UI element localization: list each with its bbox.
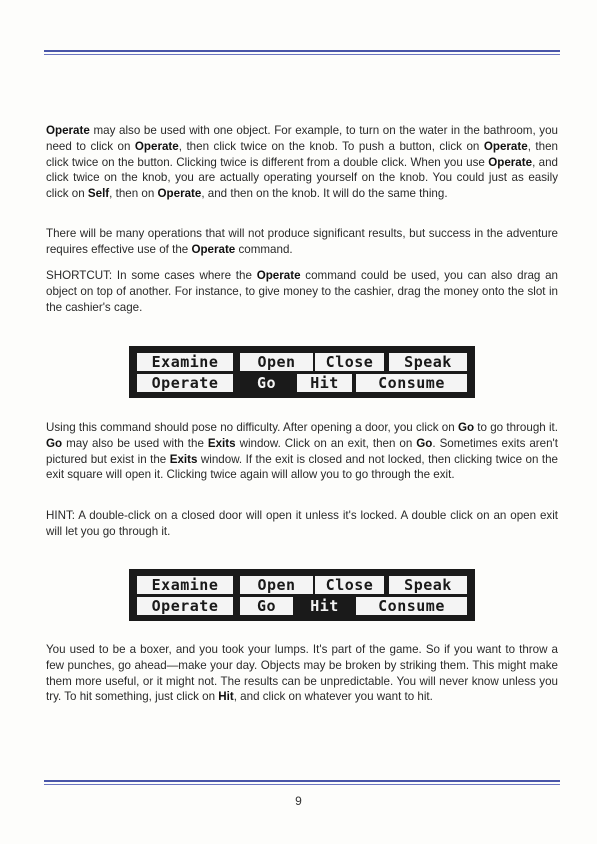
- close-button[interactable]: Close: [315, 353, 384, 371]
- command-keyword: Operate: [483, 139, 528, 153]
- consume-button[interactable]: Consume: [356, 374, 467, 392]
- operate-paragraph: Operate may also be used with one object. For example, to turn on the water in the bathroom, you need to click on Operate, then click twice on the knob. To push a button, click on Operate, then click twice on the button. Clicking twice is different from a double click. When you use Operate, and click twice on the knob, you are actually operating yourself on the knob. You could just as easily click on Self, then on Operate, and then on the knob. It will do the same thing.: [46, 124, 558, 201]
- examine-button[interactable]: Examine: [137, 576, 233, 594]
- examine-button[interactable]: Examine: [137, 353, 233, 371]
- hit-button[interactable]: Hit: [297, 597, 352, 615]
- page-number: 9: [295, 794, 302, 808]
- command-bar-go: [129, 346, 475, 398]
- top-rule-line: [44, 50, 560, 52]
- command-keyword: Exits: [207, 436, 236, 450]
- command-keyword: Self: [87, 187, 110, 201]
- operations-paragraph: There will be many operations that will not produce significant results, but success in the adventure requires effective use of the Operate command.: [46, 227, 558, 256]
- command-keyword: Operate: [134, 139, 179, 153]
- shortcut-paragraph: SHORTCUT: In some cases where the Operate command could be used, you can also drag an object on top of another. For instance, to give money to the cashier, drag the money onto the slot in the cashier's cage.: [46, 269, 558, 314]
- command-keyword: Go: [457, 421, 475, 434]
- consume-button[interactable]: Consume: [356, 597, 467, 615]
- bottom-rule-line-thin: [44, 784, 560, 785]
- bottom-rule: [44, 780, 560, 785]
- go-button[interactable]: Go: [240, 374, 293, 392]
- open-button[interactable]: Open: [240, 576, 313, 594]
- speak-button[interactable]: Speak: [389, 576, 467, 594]
- top-rule-line-thin: [44, 54, 560, 55]
- command-keyword: Hit: [218, 690, 234, 704]
- speak-button[interactable]: Speak: [389, 353, 467, 371]
- command-keyword: Operate: [256, 269, 301, 282]
- command-bar-hit: [129, 569, 475, 621]
- hint-paragraph: HINT: A double-click on a closed door will open it unless it's locked. A double click on an open exit will let you go through it.: [46, 509, 558, 538]
- command-keyword: Operate: [46, 124, 90, 137]
- go-paragraph: Using this command should pose no difficulty. After opening a door, you click on Go to go through it. Go may also be used with the Exits window. Click on an exit, then on Go. Sometimes exits aren't pictured but exist in the Exits window. If the exit is closed and not locked, then clicking twice on the exit square will open it. Clicking twice again will allow you to go through the exit.: [46, 421, 559, 482]
- operate-button[interactable]: Operate: [137, 597, 233, 615]
- command-keyword: Operate: [488, 155, 533, 169]
- command-keyword: Exits: [169, 452, 198, 466]
- bottom-rule-line: [44, 780, 560, 782]
- hit-paragraph: You used to be a boxer, and you took your lumps. It's part of the game. So if you want to throw a few punches, go ahead—make your day. Objects may be broken by striking them. This might make them more useful, or it might not. The results can be unpredictable. You will never know unless you try. To hit something, just click on Hit, and click on whatever you want to hit.: [46, 643, 558, 704]
- open-button[interactable]: Open: [240, 353, 313, 371]
- command-keyword: Operate: [157, 187, 202, 201]
- command-keyword: Go: [416, 436, 433, 450]
- top-rule: [44, 50, 560, 55]
- hit-button[interactable]: Hit: [297, 374, 352, 392]
- go-button[interactable]: Go: [240, 597, 293, 615]
- command-keyword: Operate: [191, 242, 236, 256]
- operate-button[interactable]: Operate: [137, 374, 233, 392]
- command-keyword: Go: [46, 436, 63, 450]
- close-button[interactable]: Close: [315, 576, 384, 594]
